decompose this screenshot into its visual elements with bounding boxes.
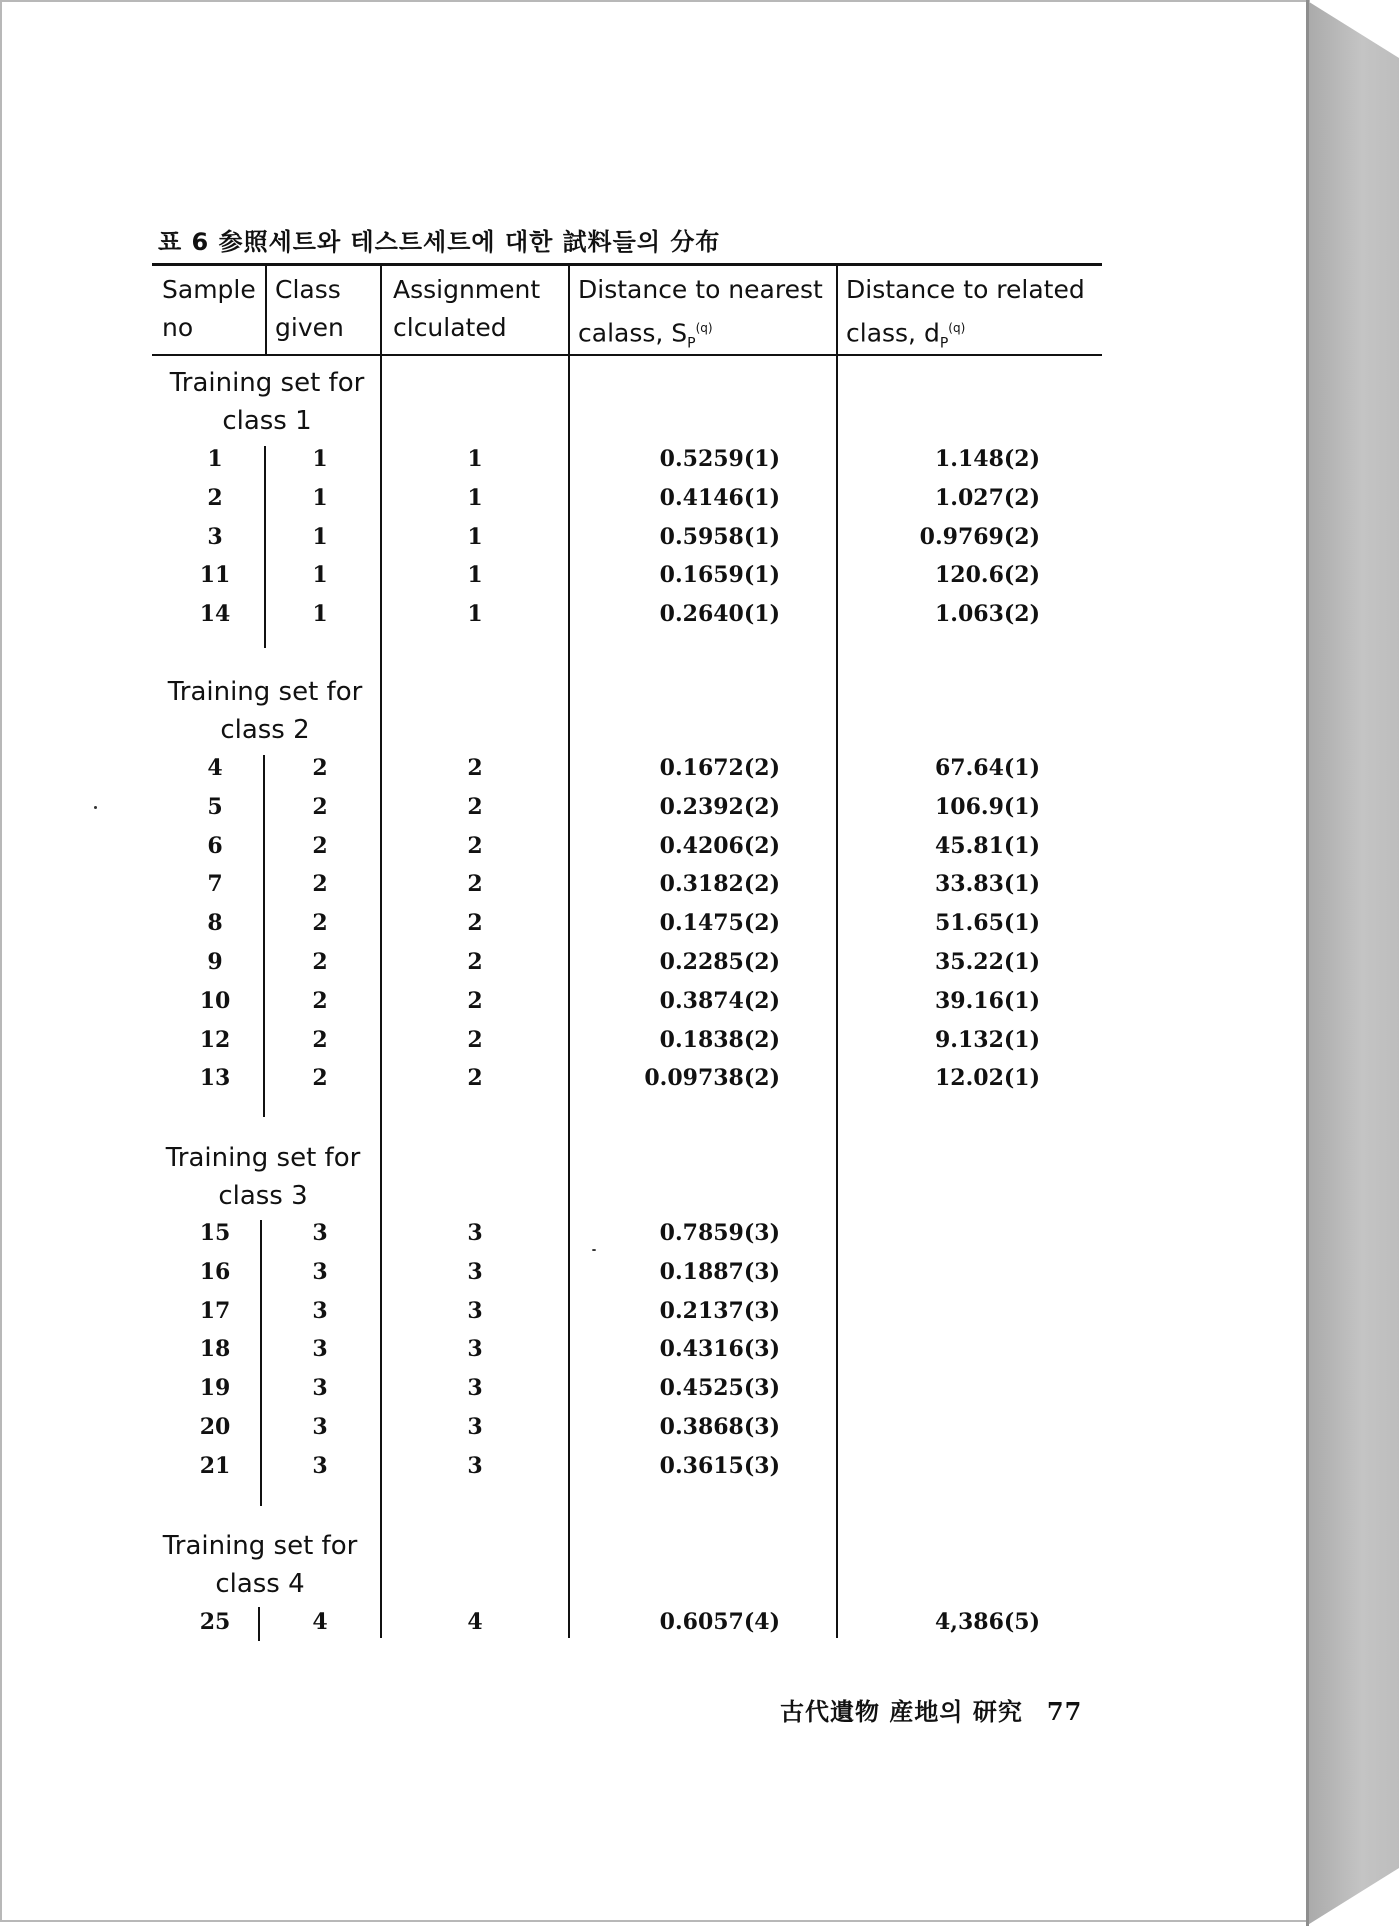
class-given-cell: 2	[312, 988, 328, 1014]
header-assignment	[393, 271, 540, 347]
distance-related-cell	[870, 1408, 1040, 1446]
class-given-cell: 2	[312, 949, 328, 975]
header-related-line1: Distance to related	[846, 275, 1085, 304]
sample-no-cell: 25	[199, 1609, 231, 1635]
sample-no-cell: 21	[199, 1453, 231, 1479]
assignment-cell: 2	[467, 871, 483, 897]
distance-nearest-cell: 0.6057(4)	[659, 1609, 780, 1635]
class-given-cell: 2	[312, 833, 328, 859]
assignment-cell: 1	[467, 601, 483, 627]
distance-nearest-cell: 0.4316(3)	[659, 1336, 780, 1362]
distance-related-cell: 12.02(1)	[934, 1065, 1040, 1091]
header-assign-line1: Assignment	[393, 275, 541, 304]
assignment-cell: 3	[467, 1414, 483, 1440]
distance-related-cell	[870, 1369, 1040, 1407]
distance-related-cell: 1.027(2)	[934, 485, 1040, 511]
distance-related-cell: 45.81(1)	[934, 833, 1040, 859]
assignment-cell: 2	[467, 1065, 483, 1091]
class-given-cell: 3	[312, 1259, 328, 1285]
distance-nearest-cell: 0.1672(2)	[659, 755, 780, 781]
distance-nearest-cell: 0.1838(2)	[659, 1027, 780, 1053]
header-distance-related	[846, 271, 1085, 362]
distance-related-cell	[870, 1330, 1040, 1368]
distance-nearest-cell: 0.1475(2)	[659, 910, 780, 936]
header-assign-line2: clculated	[393, 313, 507, 342]
distance-nearest-cell: 0.5958(1)	[659, 524, 780, 550]
class-given-cell: 1	[312, 485, 328, 511]
header-distance-nearest	[578, 271, 823, 362]
class-given-cell: 2	[312, 871, 328, 897]
class-given-cell: 3	[312, 1298, 328, 1324]
distance-related-cell	[870, 1292, 1040, 1330]
distance-related-cell: 4,386(5)	[934, 1609, 1040, 1635]
running-title: 古代遺物 産地의 研究	[780, 1697, 1023, 1726]
divider-nearest-related	[836, 266, 838, 1638]
table-top-rule	[152, 263, 1102, 266]
sample-no-cell: 8	[207, 910, 223, 936]
distance-related-cell: 51.65(1)	[934, 910, 1040, 936]
group-title: Training set for	[169, 368, 365, 398]
header-sample-line2: no	[162, 313, 194, 342]
distance-related-cell: 1.148(2)	[934, 446, 1040, 472]
sample-no-cell: 2	[207, 485, 223, 511]
group-title: Training set for	[167, 677, 363, 707]
sample-no-cell: 10	[199, 988, 231, 1014]
distance-nearest-cell: 0.2285(2)	[659, 949, 780, 975]
sample-no-cell: 6	[207, 833, 223, 859]
sample-no-cell: 9	[207, 949, 223, 975]
distance-related-cell	[870, 1214, 1040, 1252]
group-subtitle: class 2	[220, 715, 310, 745]
header-divider-sample-class	[265, 266, 267, 356]
sample-no-cell: 11	[199, 562, 231, 588]
distance-nearest-cell: 0.3868(3)	[659, 1414, 780, 1440]
distance-related-cell: 106.9(1)	[934, 794, 1040, 820]
page-number: 77	[1046, 1697, 1083, 1726]
header-nearest-line2	[578, 309, 823, 362]
distance-nearest-cell: 0.1659(1)	[659, 562, 780, 588]
distance-related-cell: 67.64(1)	[934, 755, 1040, 781]
class-given-cell: 3	[312, 1375, 328, 1401]
class-given-cell: 1	[312, 601, 328, 627]
assignment-cell: 2	[467, 988, 483, 1014]
scan-speck	[94, 806, 97, 809]
page-stack-edge	[1306, 0, 1399, 1926]
table-caption: 표 6 参照세트와 테스트세트에 대한 試料들의 分布	[158, 228, 721, 256]
sample-no-cell: 13	[199, 1065, 231, 1091]
class-given-cell: 2	[312, 910, 328, 936]
distance-nearest-cell: 0.2137(3)	[659, 1298, 780, 1324]
sample-no-cell: 19	[199, 1375, 231, 1401]
header-related-text: class, d	[846, 318, 940, 348]
assignment-cell: 2	[467, 755, 483, 781]
assignment-cell: 3	[467, 1298, 483, 1324]
page-footer	[780, 1692, 1082, 1727]
sample-no-cell: 17	[199, 1298, 231, 1324]
sample-no-cell: 20	[199, 1414, 231, 1440]
assignment-cell: 1	[467, 524, 483, 550]
header-sample-no	[162, 271, 256, 347]
distance-related-cell: 35.22(1)	[934, 949, 1040, 975]
distance-related-cell: 1.063(2)	[934, 601, 1040, 627]
class-given-cell: 1	[312, 562, 328, 588]
distance-related-cell: 33.83(1)	[934, 871, 1040, 897]
class-given-cell: 2	[312, 1065, 328, 1091]
class-given-cell: 3	[312, 1220, 328, 1246]
sample-no-cell: 1	[207, 446, 223, 472]
assignment-cell: 2	[467, 910, 483, 936]
assignment-cell: 3	[467, 1336, 483, 1362]
assignment-cell: 3	[467, 1220, 483, 1246]
distance-nearest-cell: 0.5259(1)	[659, 446, 780, 472]
assignment-cell: 1	[467, 446, 483, 472]
class-given-cell: 4	[312, 1609, 328, 1635]
distance-related-cell: 39.16(1)	[934, 988, 1040, 1014]
sample-no-cell: 18	[199, 1336, 231, 1362]
header-related-sub: P	[939, 335, 949, 352]
distance-nearest-cell: 0.09738(2)	[644, 1065, 780, 1091]
sample-no-cell: 5	[207, 794, 223, 820]
sample-no-cell: 4	[207, 755, 223, 781]
distance-nearest-cell: 0.4525(3)	[659, 1375, 780, 1401]
class-given-cell: 1	[312, 524, 328, 550]
divider-assignment-nearest	[568, 266, 570, 1638]
sample-no-cell: 14	[199, 601, 231, 627]
assignment-cell: 2	[467, 794, 483, 820]
group-title: Training set for	[165, 1143, 361, 1173]
header-related-line2	[846, 309, 1085, 362]
assignment-cell: 2	[467, 1027, 483, 1053]
class-given-cell: 3	[312, 1336, 328, 1362]
distance-related-cell	[870, 1253, 1040, 1291]
distance-nearest-cell: 0.2640(1)	[659, 601, 780, 627]
distance-nearest-cell: 0.2392(2)	[659, 794, 780, 820]
sample-no-cell: 7	[207, 871, 223, 897]
header-class-line1: Class	[275, 275, 341, 304]
distance-nearest-cell: 0.4206(2)	[659, 833, 780, 859]
class-given-cell: 2	[312, 794, 328, 820]
class-given-cell: 2	[312, 1027, 328, 1053]
assignment-cell: 1	[467, 562, 483, 588]
class-given-cell: 2	[312, 755, 328, 781]
assignment-cell: 4	[467, 1609, 483, 1635]
distance-related-cell: 0.9769(2)	[919, 524, 1040, 550]
class-given-cell: 1	[312, 446, 328, 472]
assignment-cell: 2	[467, 833, 483, 859]
divider-class-assignment	[380, 266, 382, 1638]
header-nearest-text: calass, S	[578, 318, 688, 348]
distance-nearest-cell: 0.3615(3)	[659, 1453, 780, 1479]
distance-nearest-cell: 0.3182(2)	[659, 871, 780, 897]
group-subtitle: class 1	[222, 406, 312, 436]
page-fold-line	[1306, 0, 1309, 1926]
header-nearest-sup: (q)	[695, 321, 713, 335]
distance-nearest-cell: 0.1887(3)	[659, 1259, 780, 1285]
class-given-cell: 3	[312, 1414, 328, 1440]
distance-related-cell: 120.6(2)	[934, 562, 1040, 588]
distance-nearest-cell: 0.3874(2)	[659, 988, 780, 1014]
header-sample-line1: Sample	[162, 275, 256, 304]
assignment-cell: 1	[467, 485, 483, 511]
group-subtitle: class 3	[218, 1181, 308, 1211]
class-given-cell: 3	[312, 1453, 328, 1479]
assignment-cell: 3	[467, 1259, 483, 1285]
distance-related-cell: 9.132(1)	[934, 1027, 1040, 1053]
header-related-sup: (q)	[948, 321, 966, 335]
distance-related-cell	[870, 1447, 1040, 1485]
sample-no-cell: 3	[207, 524, 223, 550]
assignment-cell: 3	[467, 1375, 483, 1401]
group-title: Training set for	[162, 1531, 358, 1561]
group-subtitle: class 4	[215, 1569, 305, 1599]
assignment-cell: 3	[467, 1453, 483, 1479]
scan-speck	[592, 1249, 596, 1251]
distance-nearest-cell: 0.7859(3)	[659, 1220, 780, 1246]
header-class-given	[275, 271, 344, 347]
header-class-line2: given	[275, 313, 344, 342]
header-nearest-line1: Distance to nearest	[578, 275, 823, 304]
sample-no-cell: 15	[199, 1220, 231, 1246]
sample-no-cell: 12	[199, 1027, 231, 1053]
sample-no-cell: 16	[199, 1259, 231, 1285]
distance-nearest-cell: 0.4146(1)	[659, 485, 780, 511]
header-nearest-sub: P	[687, 335, 696, 352]
assignment-cell: 2	[467, 949, 483, 975]
